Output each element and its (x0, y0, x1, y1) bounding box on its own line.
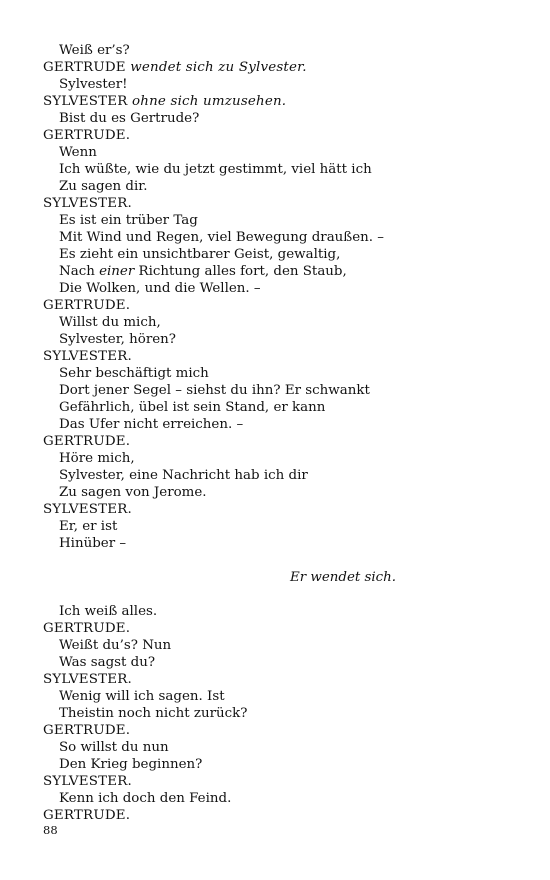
verse-line: Er, er ist (59, 519, 118, 534)
verse-line: Zu sagen von Jerome. (59, 485, 207, 500)
verse-line: Hinüber – (59, 536, 127, 551)
verse-line: Gefährlich, übel ist sein Stand, er kann (59, 400, 326, 415)
speaker-line (43, 348, 523, 365)
verse-line: Wenig will ich sagen. Ist (59, 689, 225, 704)
verse-line: Sehr beschäftigt mich (59, 366, 209, 381)
verse-line: Weiß er’s? (59, 43, 130, 58)
speaker-name: SYLVESTER (43, 94, 128, 109)
speaker-name: SYLVESTER. (43, 774, 132, 789)
speaker-line (43, 433, 523, 450)
speaker-line (43, 59, 523, 76)
speaker-name: GERTRUDE. (43, 808, 131, 823)
verse-line: Willst du mich, (59, 315, 161, 330)
speaker-line (43, 671, 523, 688)
verse-line (43, 263, 523, 280)
speaker-line (43, 297, 523, 314)
speaker-name: SYLVESTER. (43, 196, 132, 211)
speaker-name: SYLVESTER. (43, 672, 132, 687)
verse-text: Nach (59, 264, 100, 279)
verse-line: Sylvester, hören? (59, 332, 176, 347)
speaker-line (43, 722, 523, 739)
verse-line: Was sagst du? (59, 655, 156, 670)
verse-line: Bist du es Gertrude? (59, 111, 200, 126)
speaker-line (43, 93, 523, 110)
speaker-line (43, 620, 523, 637)
verse-line: Ich weiß alles. (59, 604, 158, 619)
verse-text: Richtung alles fort, den Staub, (134, 264, 347, 279)
speaker-name: SYLVESTER. (43, 349, 132, 364)
speaker-line (43, 501, 523, 518)
blank-line (43, 586, 523, 603)
verse-line: Sylvester, eine Nachricht hab ich dir (59, 468, 308, 483)
verse-line: So willst du nun (59, 740, 169, 755)
speaker-name: SYLVESTER. (43, 502, 132, 517)
speaker-line (43, 127, 523, 144)
verse-line: Höre mich, (59, 451, 135, 466)
verse-line: Kenn ich doch den Feind. (59, 791, 232, 806)
speaker-name: GERTRUDE. (43, 621, 131, 636)
verse-line: Mit Wind und Regen, viel Bewegung draußen. – (59, 230, 385, 245)
speaker-name: GERTRUDE. (43, 298, 131, 313)
verse-line: Theistin noch nicht zurück? (59, 706, 248, 721)
speaker-name: GERTRUDE. (43, 128, 131, 143)
verse-line: Weißt du’s? Nun (59, 638, 172, 653)
speaker-line (43, 195, 523, 212)
verse-line: Es zieht ein unsichtbarer Geist, gewaltig, (59, 247, 341, 262)
verse-line: Es ist ein trüber Tag (59, 213, 198, 228)
stage-direction: ohne sich umzusehen. (132, 94, 287, 109)
page-number: 88 (43, 823, 58, 837)
verse-line: Wenn (59, 145, 97, 160)
play-text (43, 42, 523, 824)
verse-line: Zu sagen dir. (59, 179, 148, 194)
verse-line: Das Ufer nicht erreichen. – (59, 417, 244, 432)
verse-line: Sylvester! (59, 77, 128, 92)
verse-line: Ich wüßte, wie du jetzt gestimmt, viel hätt ich (59, 162, 372, 177)
blank-line (43, 552, 523, 569)
speaker-name: GERTRUDE (43, 60, 126, 75)
speaker-name: GERTRUDE. (43, 434, 131, 449)
emphasis: einer (99, 264, 135, 279)
verse-line: Den Krieg beginnen? (59, 757, 203, 772)
verse-line: Die Wolken, und die Wellen. – (59, 281, 261, 296)
speaker-line (43, 807, 523, 824)
speaker-name: GERTRUDE. (43, 723, 131, 738)
stage-direction-centered: Er wendet sich. (289, 570, 397, 585)
stage-direction: wendet sich zu Sylvester. (130, 60, 307, 75)
verse-line: Dort jener Segel – siehst du ihn? Er schwankt (59, 383, 370, 398)
speaker-line (43, 773, 523, 790)
